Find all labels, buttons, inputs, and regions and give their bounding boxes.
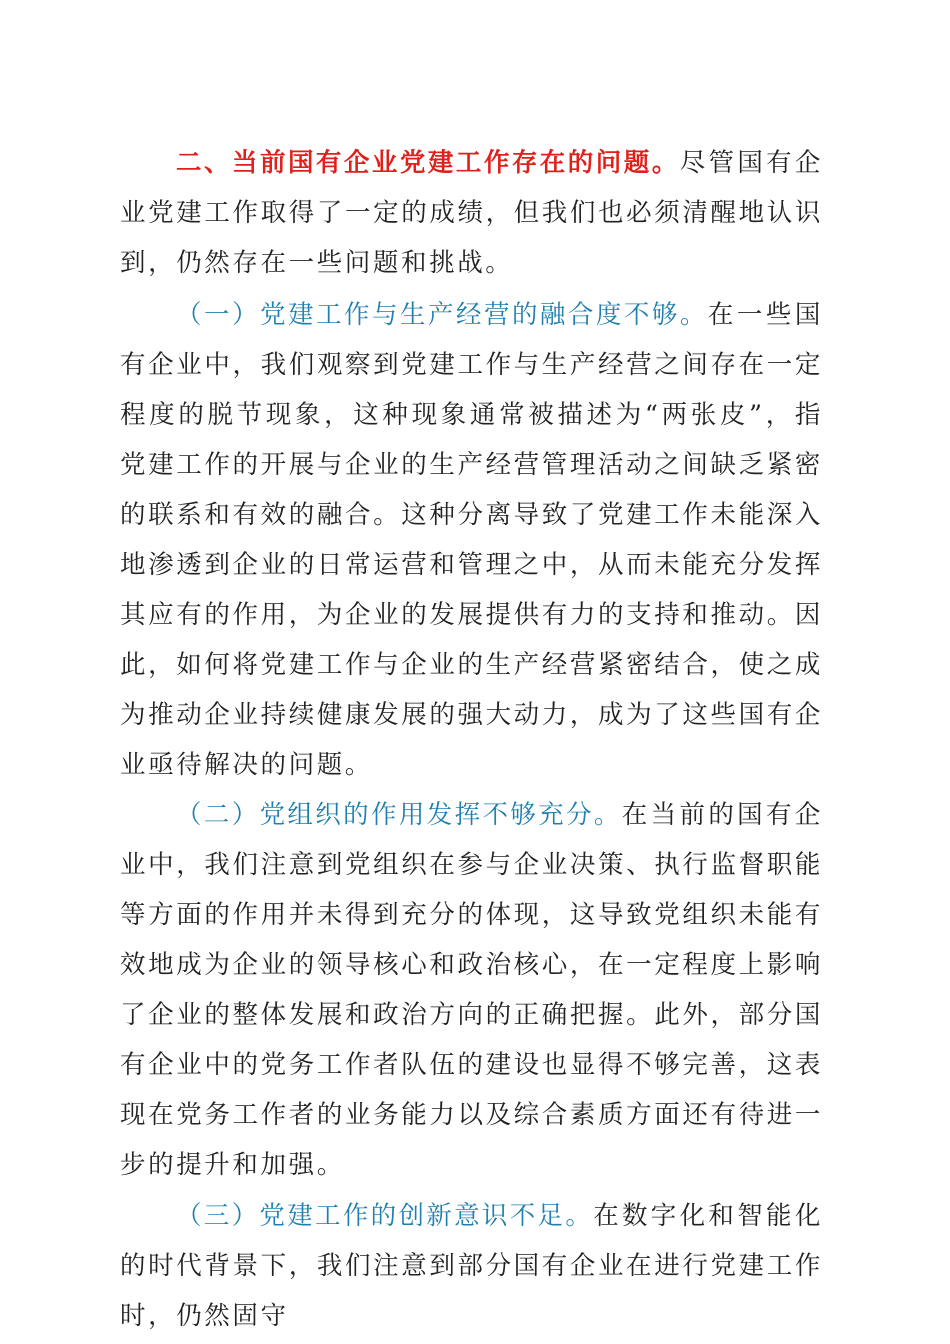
item-heading-2: （二）党组织的作用发挥不够充分。 xyxy=(176,800,622,830)
section-heading: 二、当前国有企业党建工作存在的问题。 xyxy=(176,148,680,178)
item-body-1: 在一些国有企业中，我们观察到党建工作与生产经营之间存在一定程度的脱节现象，这种现象通常被描述为“两张皮”，指党建工作的开展与企业的生产经营管理活动之间缺乏紧密的联系和有效的融合。这种分离导致了党建工作未能深入地渗透到企业的日常运营和管理之中，从而未能充分发挥其应有的作用，为企业的发展提供有力的支持和推动。因此，如何将党建工作与企业的生产经营紧密结合，使之成为推动企业持续健康发展的强大动力，成为了这些国有企业亟待解决的问题。 xyxy=(120,300,823,780)
item-heading-1: （一）党建工作与生产经营的融合度不够。 xyxy=(176,300,708,330)
item-body-3: 在数字化和智能化的时代背景下，我们注意到部分国有企业在进行党建工作时，仍然固守 xyxy=(120,1201,823,1331)
section-paragraph xyxy=(120,138,823,288)
item-paragraph-2 xyxy=(120,790,823,1190)
item-paragraph-3 xyxy=(120,1191,823,1341)
item-body-2: 在当前的国有企业中，我们注意到党组织在参与企业决策、执行监督职能等方面的作用并未得到充分的体现，这导致党组织未能有效地成为企业的领导核心和政治核心，在一定程度上影响了企业的整体发展和政治方向的正确把握。此外，部分国有企业中的党务工作者队伍的建设也显得不够完善，这表现在党务工作者的业务能力以及综合素质方面还有待进一步的提升和加强。 xyxy=(120,800,824,1180)
document-body xyxy=(120,138,823,1341)
item-paragraph-1 xyxy=(120,290,823,790)
item-heading-3: （三）党建工作的创新意识不足。 xyxy=(176,1201,594,1231)
section-intro-text: 尽管国有企业党建工作取得了一定的成绩，但我们也必须清醒地认识到，仍然存在一些问题和挑战。 xyxy=(120,148,823,278)
